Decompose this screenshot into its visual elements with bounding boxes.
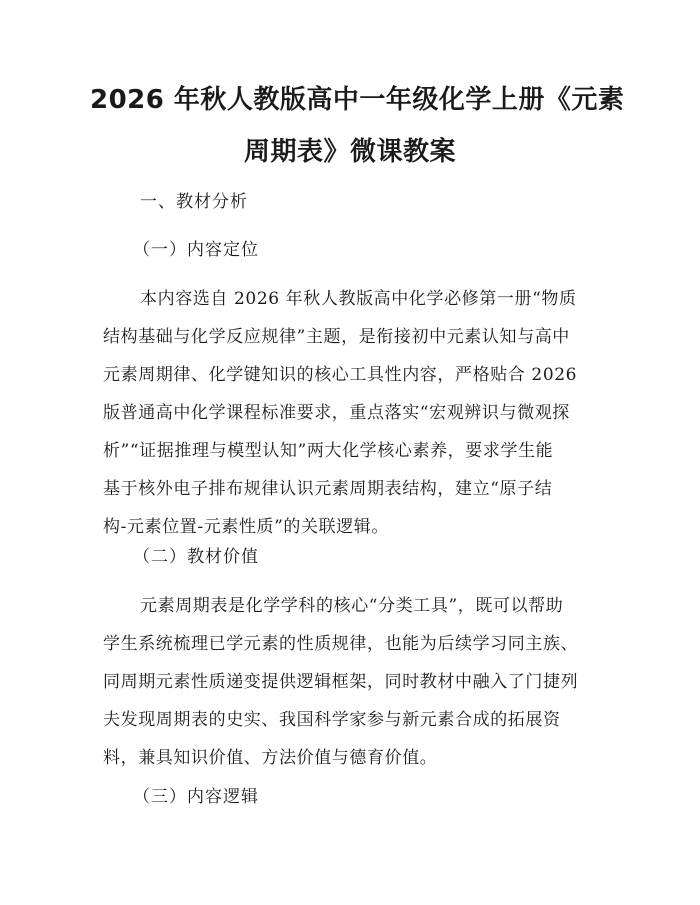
paragraph-line: 同周期元素性质递变提供逻辑框架，同时教材中融入了门捷列: [103, 672, 579, 692]
paragraph-line: 夫发现周期表的史实、我国科学家参与新元素合成的拓展资: [103, 710, 561, 730]
subheading-content-logic: （三）内容逻辑: [133, 787, 259, 807]
paragraph-line: 析”“证据推理与模型认知”两大化学核心素养，要求学生能: [103, 441, 554, 461]
paragraph-textbook-value: [103, 587, 603, 777]
section-heading-textbook-analysis: 一、教材分析: [140, 192, 248, 212]
paragraph-line: 构-元素位置-元素性质”的关联逻辑。: [103, 517, 389, 537]
paragraph-line: 元素周期表是化学学科的核心“分类工具”，既可以帮助: [140, 596, 564, 616]
paragraph-line: 学生系统梳理已学元素的性质规律，也能为后续学习同主族、: [103, 634, 579, 654]
paragraph-line: 结构基础与化学反应规律”主题，是衔接初中元素认知与高中: [103, 327, 570, 347]
paragraph-line: 基于核外电子排布规律认识元素周期表结构，建立“原子结: [103, 479, 553, 499]
paragraph-line: 料，兼具知识价值、方法价值与德育价值。: [103, 748, 438, 768]
paragraph-content-positioning: [103, 280, 603, 546]
subheading-textbook-value: （二）教材价值: [133, 547, 259, 567]
title-line-1: 2026 年秋人教版高中一年级化学上册《元素: [90, 85, 625, 115]
subheading-content-positioning: （一）内容定位: [133, 240, 259, 260]
paragraph-line: 本内容选自 2026 年秋人教版高中化学必修第一册“物质: [140, 289, 577, 309]
document-title: [90, 74, 625, 178]
title-line-2: 周期表》微课教案: [243, 137, 456, 167]
paragraph-line: 元素周期律、化学键知识的核心工具性内容，严格贴合 2026: [103, 365, 578, 385]
paragraph-line: 版普通高中化学课程标准要求，重点落实“宏观辨识与微观探: [103, 403, 570, 423]
